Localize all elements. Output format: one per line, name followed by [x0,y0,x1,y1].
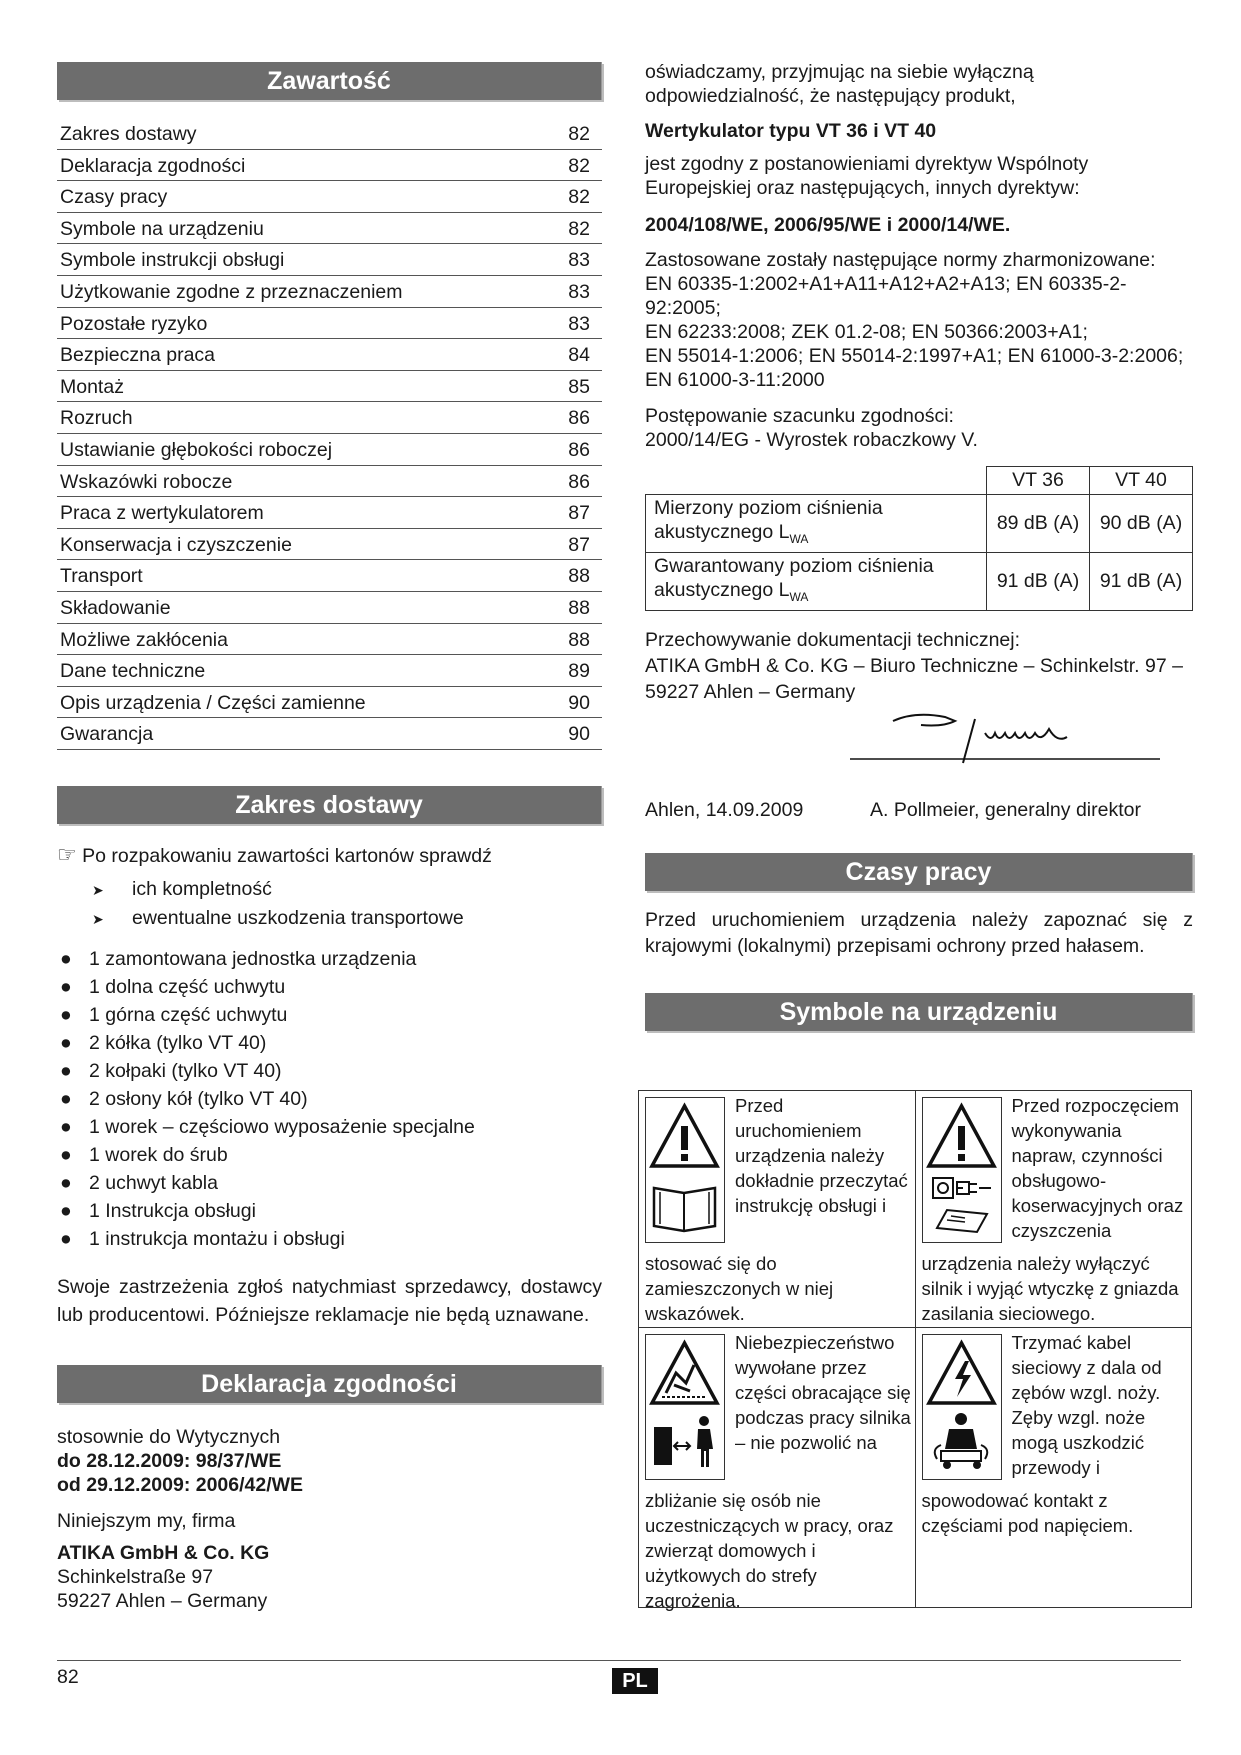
bullet-dot-icon: ● [60,1115,72,1138]
toc-item-page: 86 [568,470,590,493]
symbols-column-left [639,1091,915,1611]
language-badge: PL [612,1668,658,1694]
list-item [57,1001,602,1029]
list-item-text: 1 worek do śrub [89,1143,228,1166]
check-item-text: ich kompletność [132,877,272,900]
list-item-text: 1 Instrukcja obsługi [89,1199,256,1222]
check-item-text: ewentualne uszkodzenia transportowe [132,906,464,929]
toc-item-page: 83 [568,280,590,303]
list-item [57,1169,602,1197]
toc-item-label: Możliwe zakłócenia [60,628,228,651]
toc-heading: Zawartość [57,62,602,100]
table-cell: 89 dB (A) [987,495,1090,553]
symbol-text-cont: urządzenia należy wyłączyć silnik i wyjąć wtyczkę z gniazda zasilania sieciowego. [921,1253,1179,1324]
list-item-text: 2 kołpaki (tylko VT 40) [89,1059,282,1082]
norm-line: EN 62233:2008; ZEK 01.2-08; EN 50366:2003+A1; [645,321,1088,343]
norm-line: EN 61000-3-11:2000 [645,369,825,391]
toc-item-page: 87 [568,533,590,556]
toc-item [57,371,602,403]
toc-item-label: Ustawianie głębokości roboczej [60,438,333,461]
page-number: 82 [57,1666,79,1688]
cable-hazard-icon [922,1334,1002,1480]
toc-item [57,118,602,150]
storage-label: Przechowywanie dokumentacji technicznej: [645,629,1021,651]
declaration-line2: do 28.12.2009: 98/37/WE [57,1449,282,1472]
toc-item-label: Składowanie [60,596,171,619]
toc-item [57,529,602,561]
toc-item [57,687,602,719]
symbol-text-cont: zbliżanie się osób nie uczestniczących w pracy, oraz zwierząt domowych i użytkowych do strefy zagrożenia. [645,1490,894,1611]
list-item-text: 1 zamontowana jednostka urządzenia [89,947,417,970]
bullet-dot-icon: ● [60,1031,72,1054]
declaration-company: ATIKA GmbH & Co. KG [57,1541,270,1564]
toc-item-label: Użytkowanie zgodne z przeznaczeniem [60,280,403,303]
list-item-text: 1 dolna część uchwytu [89,975,286,998]
toc-list [57,118,602,750]
table-row-label: Gwarantowany poziom ciśnienia akustycznego $L_{WA}$ [646,553,987,611]
symbols-heading: Symbole na urządzeniu [645,993,1193,1031]
delivery-intro [57,842,602,869]
bullet-dot-icon: ● [60,947,72,970]
toc-item-label: Pozostałe ryzyko [60,312,208,335]
declaration-line3: od 29.12.2009: 2006/42/WE [57,1473,304,1496]
delivery-item-list [57,945,602,1253]
declaration-city: 59227 Ahlen – Germany [57,1589,268,1612]
toc-item-page: 90 [568,723,590,746]
place-date: Ahlen, 14.09.2009 [645,799,804,821]
toc-item [57,434,602,466]
list-item [57,1029,602,1057]
delivery-heading: Zakres dostawy [57,786,602,824]
table-row-label: Mierzony poziom ciśnienia akustycznego $L_{WA}$ [646,495,987,553]
toc-item [57,560,602,592]
sign-line [645,797,1193,823]
norms-intro: Zastosowane zostały następujące normy zharmonizowane: [645,249,1156,271]
toc-item-label: Zakres dostawy [60,123,197,145]
toc-item-page: 83 [568,312,590,335]
table-cell: 91 dB (A) [1090,553,1193,611]
declaration-block [57,1425,602,1613]
toc-item-label: Czasy pracy [60,186,168,209]
list-item-text: 1 worek – częściowo wyposażenie specjalne [89,1115,475,1138]
toc-item-page: 84 [568,344,590,367]
arrow-bullet-icon: ➤ [92,910,104,927]
check-list [57,875,602,933]
toc-item [57,718,602,750]
toc-item-page: 82 [568,123,590,145]
toc-item [57,655,602,687]
bullet-dot-icon: ● [60,1143,72,1166]
check-item [92,904,602,933]
col-vt36: VT 36 [987,467,1090,495]
toc-item-page: 82 [568,186,590,209]
declaration-intro: oświadczamy, przyjmując na siebie wyłączną odpowiedzialność, że następujący produkt, [645,61,1034,107]
toc-item-label: Wskazówki robocze [60,470,233,493]
symbol-text-cont: stosować się do zamieszczonych w niej wskazówek. [645,1253,834,1324]
bullet-dot-icon: ● [60,1199,72,1222]
table-cell: 90 dB (A) [1090,495,1193,553]
toc-item [57,213,602,245]
list-item [57,973,602,1001]
declaration-line1: stosownie do Wytycznych [57,1425,281,1448]
bullet-dot-icon: ● [60,1059,72,1082]
directives: 2004/108/WE, 2006/95/WE i 2000/14/WE. [645,214,1011,236]
toc-item-page: 82 [568,217,590,240]
toc-item-page: 87 [568,502,590,525]
col-vt40: VT 40 [1090,467,1193,495]
footer-divider [57,1660,1181,1661]
complies-text: jest zgodny z postanowieniami dyrektyw Wspólnoty Europejskiej oraz następujących, innych dyrektyw: [645,153,1089,199]
norm-line: EN 60335-1:2002+A1+A11+A12+A2+A13; EN 60335-2-92:2005; [645,273,1127,319]
norm-line: EN 55014-1:2006; EN 55014-2:1997+A1; EN 61000-3-2:2006; [645,345,1184,367]
toc-item-label: Rozruch [60,407,133,430]
signatory: A. Pollmeier, generalny direktor [870,799,1141,821]
toc-item-label: Symbole instrukcji obsługi [60,249,285,272]
list-item [57,1225,602,1253]
symbol-cell-cable [916,1327,1192,1606]
symbol-cell-read-manual [639,1091,915,1327]
symbol-text: Przed rozpoczęciem wykonywania napraw, czynności obsługowo-koserwacyjnych oraz czyszczenia [1011,1095,1184,1241]
list-item-text: 2 osłony kół (tylko VT 40) [89,1087,308,1110]
bullet-dot-icon: ● [60,1003,72,1026]
product-name: Wertykulator typu VT 36 i VT 40 [645,120,937,142]
bullet-dot-icon: ● [60,975,72,998]
hand-pointer-icon: ☞ [57,841,77,867]
symbol-text-cont: spowodować kontakt z częściami pod napięciem. [921,1490,1134,1536]
toc-item [57,244,602,276]
symbols-column-right [915,1091,1192,1607]
sound-table [645,466,1193,611]
symbol-text: Trzymać kabel sieciowy z dala od zębów wzgl. noży. Zęby wzgl. noże mogą uszkodzić przewody i [1011,1332,1162,1478]
toc-item-label: Bezpieczna praca [60,344,216,367]
declaration-we: Niniejszym my, firma [57,1509,236,1532]
toc-item-page: 88 [568,565,590,588]
toc-item [57,150,602,182]
table-cell: 91 dB (A) [987,553,1090,611]
declaration-street: Schinkelstraße 97 [57,1565,214,1588]
bullet-dot-icon: ● [60,1227,72,1250]
symbol-text: Niebezpieczeństwo wywołane przez części obracające się podczas pracy silnika – nie pozwolić na [735,1332,911,1453]
toc-item-page: 86 [568,438,590,461]
toc-item-page: 85 [568,375,590,398]
work-times-text: Przed uruchomieniem urządzenia należy zapoznać się z krajowymi (lokalnymi) przepisami ochrony przed hałasem. [645,909,1193,957]
rotating-parts-warning-icon [645,1334,725,1480]
storage-address: ATIKA GmbH & Co. KG – Biuro Techniczne – Schinkelstr. 97 – 59227 Ahlen – Germany [645,655,1183,703]
list-item [57,1141,602,1169]
toc-item-page: 89 [568,660,590,683]
list-item-text: 2 kółka (tylko VT 40) [89,1031,267,1054]
toc-item [57,339,602,371]
read-manual-icon [645,1097,725,1243]
toc-item [57,497,602,529]
toc-item-label: Praca z wertykulatorem [60,502,264,525]
toc-item-label: Montaż [60,375,124,398]
list-item-text: 1 górna część uchwytu [89,1003,288,1026]
delivery-note: Swoje zastrzeżenia zgłoś natychmiast sprzedawcy, dostawcy lub producentowi. Późniejsze reklamacje nie będą uznawane. [57,1275,602,1326]
toc-item-page: 86 [568,407,590,430]
unplug-before-maintenance-icon [922,1097,1002,1243]
work-times-heading: Czasy pracy [645,853,1193,891]
toc-item-label: Konserwacja i czyszczenie [60,533,292,556]
signature-image [645,707,1193,797]
arrow-bullet-icon: ➤ [92,881,104,898]
toc-item [57,276,602,308]
toc-item-label: Symbole na urządzeniu [60,217,264,240]
list-item [57,1197,602,1225]
toc-item [57,624,602,656]
toc-item-label: Dane techniczne [60,660,206,683]
bullet-dot-icon: ● [60,1087,72,1110]
toc-item-label: Deklaracja zgodności [60,154,246,177]
list-item [57,1057,602,1085]
symbol-text: Przed uruchomieniem urządzenia należy dokładnie przeczytać instrukcję obsługi i [735,1095,908,1216]
list-item [57,1113,602,1141]
delivery-intro-text: Po rozpakowaniu zawartości kartonów sprawdź [82,844,492,867]
list-item-text: 2 uchwyt kabla [89,1171,218,1194]
toc-item-page: 82 [568,154,590,177]
check-item [92,875,602,904]
declaration-heading: Deklaracja zgodności [57,1365,602,1403]
norms-list [645,272,1193,392]
toc-item-page: 88 [568,628,590,651]
toc-item-label: Transport [60,565,143,588]
list-item [57,1085,602,1113]
toc-item [57,308,602,340]
toc-item-label: Opis urządzenia / Części zamienne [60,691,366,714]
bullet-dot-icon: ● [60,1171,72,1194]
toc-item [57,592,602,624]
symbol-cell-rotating-parts [639,1327,915,1611]
list-item [57,945,602,973]
symbol-cell-unplug [916,1091,1192,1327]
left-column [57,62,602,1613]
toc-item-page: 88 [568,596,590,619]
toc-item-page: 83 [568,249,590,272]
toc-item-label: Gwarancja [60,723,154,746]
right-column [645,61,1193,1611]
toc-item [57,466,602,498]
list-item-text: 1 instrukcja montażu i obsługi [89,1227,345,1250]
toc-item [57,402,602,434]
symbols-grid [638,1090,1192,1611]
procedure-label: Postępowanie szacunku zgodności: [645,405,954,427]
toc-item [57,181,602,213]
procedure-value: 2000/14/EG - Wyrostek robaczkowy V. [645,429,978,451]
toc-item-page: 90 [568,691,590,714]
